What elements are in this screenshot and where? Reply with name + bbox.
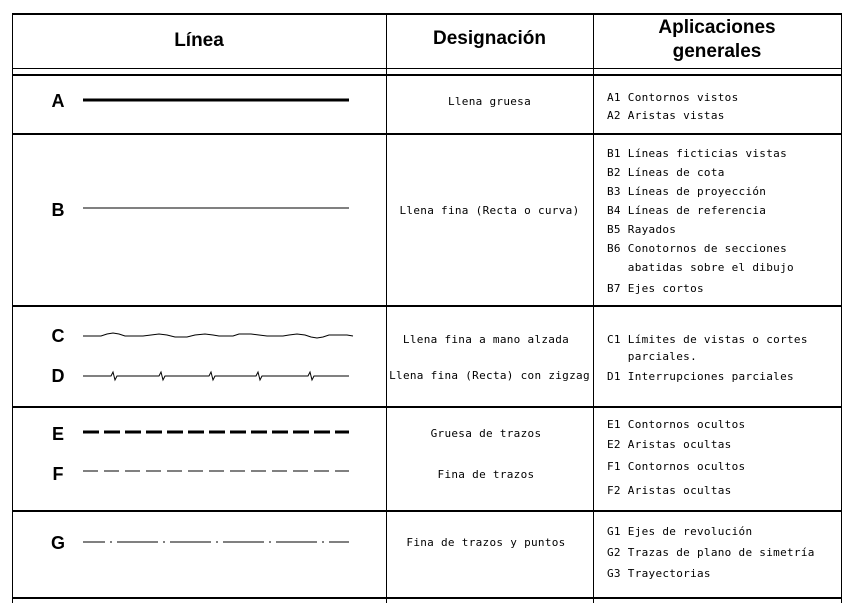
table-left-border [12,13,13,603]
application-e2: E2 Aristas ocultas [607,438,732,451]
header-applications-line2: generales [672,41,762,62]
designation-g: Fina de trazos y puntos [406,536,566,549]
application-b1: B1 Líneas ficticias vistas [607,147,787,160]
application-a1: A1 Contornos vistos [607,91,739,104]
dash-dot-line-icon [83,539,349,545]
application-a2: A2 Aristas vistas [607,109,725,122]
application-b7: B7 Ejes cortos [607,282,704,295]
zigzag-line-icon [83,369,349,383]
application-c1-continued: parciales. [607,350,697,363]
application-d1: D1 Interrupciones parciales [607,370,794,383]
row-divider-g [12,597,842,599]
application-e1: E1 Contornos ocultos [607,418,746,431]
thin-dashed-line-icon [83,468,349,474]
line-letter-g: G [50,533,65,553]
line-letter-a: A [51,91,65,111]
designation-e: Gruesa de trazos [430,427,542,440]
application-b6: B6 Conotornos de secciones [607,242,787,255]
thick-dashed-line-icon [83,428,349,436]
thin-continuous-line-icon [83,205,349,211]
application-b6-continued: abatidas sobre el dibujo [607,261,794,274]
designation-b: Llena fina (Recta o curva) [399,204,580,217]
application-g1: G1 Ejes de revolución [607,525,753,538]
column-divider-2 [593,13,594,603]
line-letter-c: C [51,326,65,346]
header-bottom-rule-1 [12,68,842,69]
application-b5: B5 Rayados [607,223,677,236]
application-b2: B2 Líneas de cota [607,166,725,179]
application-b4: B4 Líneas de referencia [607,204,767,217]
row-divider-b [12,305,842,307]
line-letter-b: B [51,200,65,220]
designation-f: Fina de trazos [437,468,535,481]
row-divider-ef [12,510,842,512]
row-divider-a [12,133,842,135]
table-top-border [12,13,842,15]
designation-d: Llena fina (Recta) con zigzag [389,369,590,382]
designation-c: Llena fina a mano alzada [402,333,570,346]
thick-continuous-line-icon [83,96,349,104]
designation-a: Llena gruesa [447,95,532,108]
application-g2: G2 Trazas de plano de simetría [607,546,815,559]
application-b3: B3 Líneas de proyección [607,185,767,198]
line-letter-e: E [51,424,64,444]
header-designation: Designación [433,28,546,49]
row-divider-cd [12,406,842,408]
freehand-line-icon [83,330,355,342]
line-letter-d: D [51,366,65,386]
application-f1: F1 Contornos ocultos [607,460,746,473]
header-applications-line1: Aplicaciones [658,17,776,38]
header-bottom-rule-2 [12,74,842,76]
application-f2: F2 Aristas ocultas [607,484,732,497]
application-c1: C1 Límites de vistas o cortes [607,333,808,346]
table-right-border [841,13,842,603]
header-line: Línea [174,30,224,51]
line-letter-f: F [52,464,64,484]
application-g3: G3 Trayectorias [607,567,711,580]
